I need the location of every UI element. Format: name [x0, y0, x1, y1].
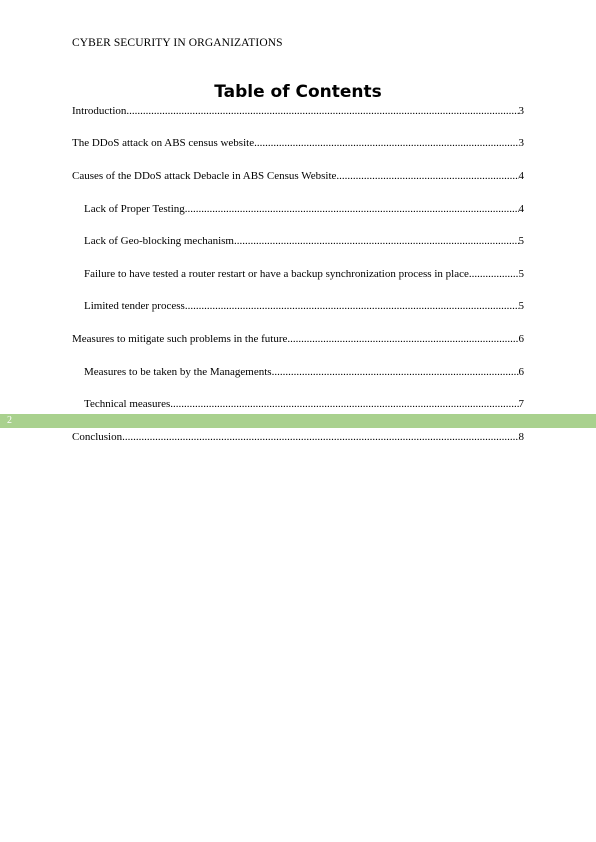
toc-page-number: 3 [518, 137, 524, 149]
toc-leader-dots [336, 169, 518, 183]
toc-page-number: 4 [518, 203, 524, 215]
toc-title: Table of Contents [214, 82, 382, 102]
toc-page-number: 5 [518, 268, 524, 280]
toc-entry-tender-process[interactable] [84, 299, 524, 313]
toc-entry-label: Measures to be taken by the Managements [84, 366, 272, 378]
toc-leader-dots [170, 397, 518, 411]
toc-leader-dots [122, 430, 518, 444]
toc-page-number: 7 [518, 398, 524, 410]
toc-page-number: 8 [518, 431, 524, 443]
toc-leader-dots [234, 234, 519, 248]
toc-leader-dots [185, 299, 519, 313]
toc-page-number: 4 [518, 170, 524, 182]
toc-entry-label: Lack of Proper Testing [84, 203, 185, 215]
toc-entry-lack-of-testing[interactable] [84, 202, 524, 216]
toc-entry-label: Limited tender process [84, 300, 185, 312]
page-number: 2 [7, 415, 12, 426]
page-number-band [0, 414, 596, 428]
running-header: CYBER SECURITY IN ORGANIZATIONS [72, 37, 283, 49]
toc-leader-dots [272, 365, 519, 379]
toc-entry-geo-blocking[interactable] [84, 234, 524, 248]
toc-entry-introduction[interactable] [72, 104, 524, 118]
toc-page-number: 3 [518, 105, 524, 117]
toc-entry-management-measures[interactable] [84, 365, 524, 379]
toc-entry-label: Conclusion [72, 431, 123, 443]
toc-page-number: 5 [518, 235, 524, 247]
toc-entry-label: Failure to have tested a router restart or have a backup synchronization process in place [84, 268, 469, 280]
toc-entry-label: Technical measures [84, 398, 171, 410]
toc-entry-technical-measures[interactable] [84, 397, 524, 411]
toc-entry-label: Measures to mitigate such problems in the future [72, 333, 288, 345]
toc-entry-conclusion[interactable] [72, 430, 524, 444]
toc-leader-dots [126, 104, 518, 118]
toc-entry-label: Causes of the DDoS attack Debacle in ABS Census Website [72, 170, 337, 182]
toc-page-number: 6 [518, 366, 524, 378]
toc-entry-mitigation-measures[interactable] [72, 332, 524, 346]
toc-entry-label: Lack of Geo-blocking mechanism [84, 235, 234, 247]
toc-leader-dots [185, 202, 519, 216]
toc-entry-router-restart[interactable] [84, 267, 524, 281]
toc-entry-label: The DDoS attack on ABS census website [72, 137, 255, 149]
toc-leader-dots [287, 332, 518, 346]
toc-entry-causes[interactable] [72, 169, 524, 183]
toc-leader-dots [254, 136, 518, 150]
toc-leader-dots [469, 267, 519, 281]
toc-page-number: 6 [518, 333, 524, 345]
toc-entry-ddos-attack[interactable] [72, 136, 524, 150]
toc-entry-label: Introduction [72, 105, 127, 117]
toc-page-number: 5 [518, 300, 524, 312]
